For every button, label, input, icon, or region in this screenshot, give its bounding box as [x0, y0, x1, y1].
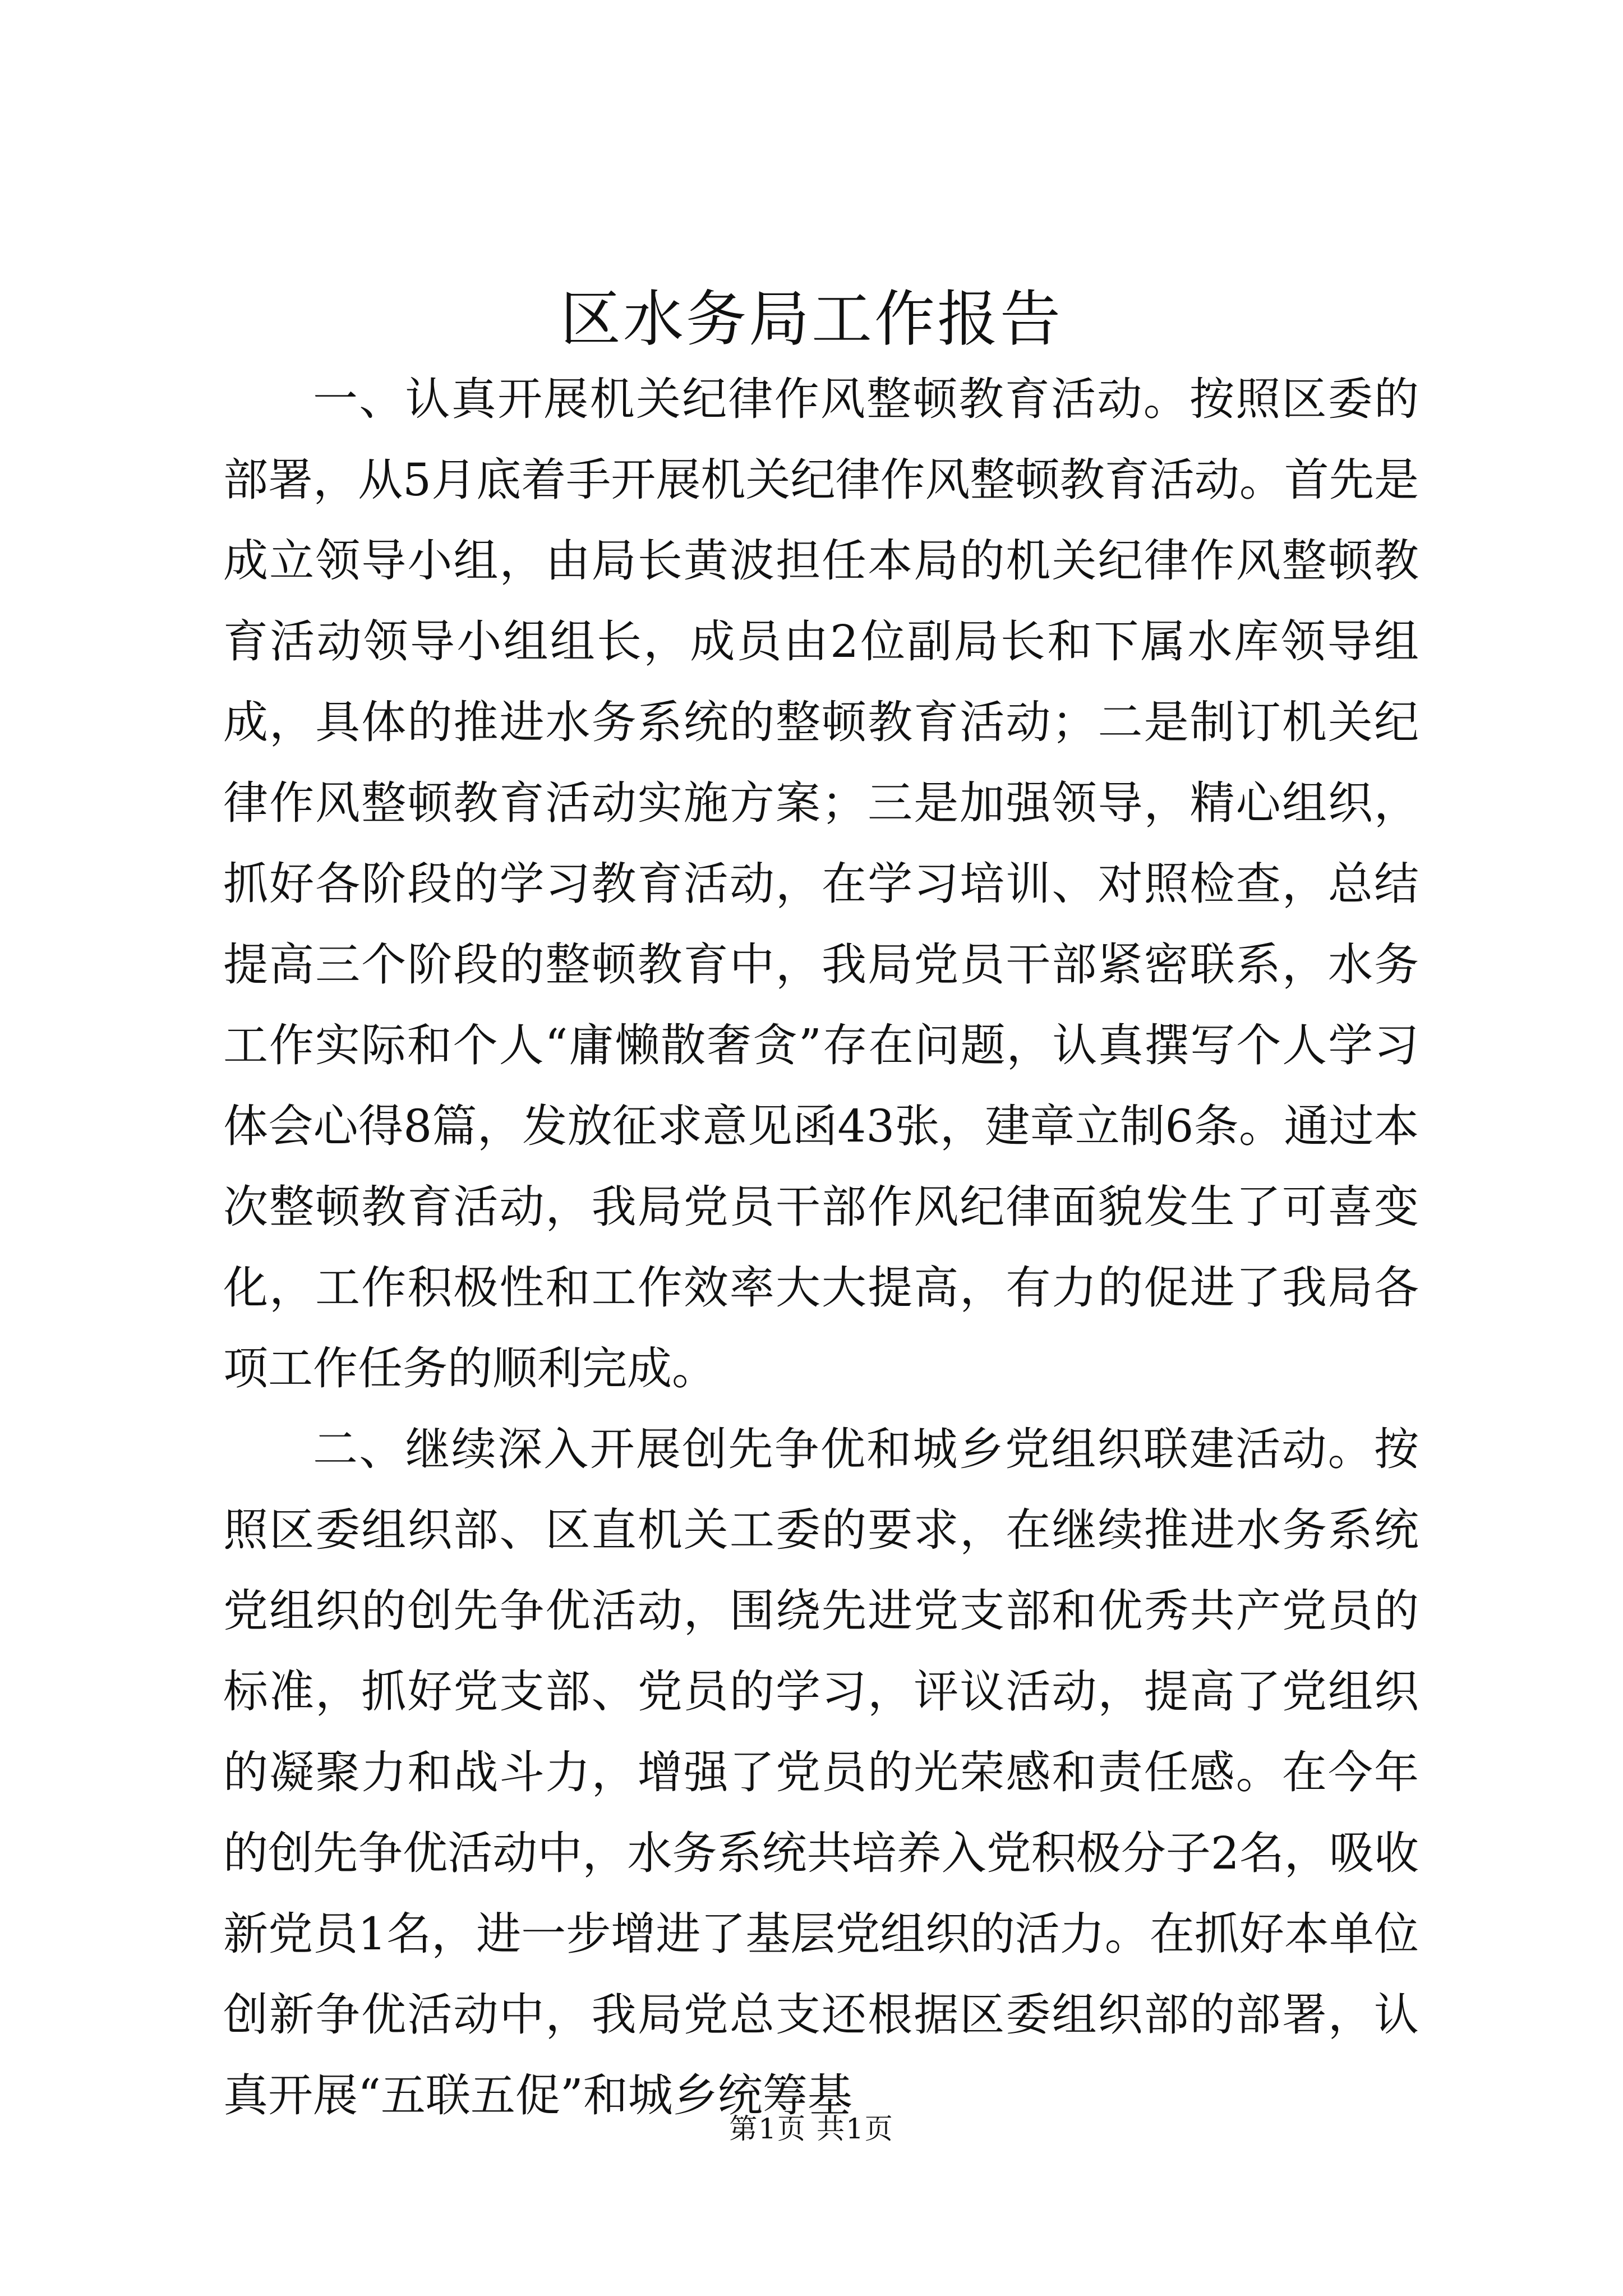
document-body — [223, 359, 1419, 2136]
document-title: 区水务局工作报告 — [560, 284, 1063, 355]
page-footer: 第1页 共1页 — [729, 2113, 894, 2145]
paragraph-2: 二、继续深入开展创先争优和城乡党组织联建活动。按照区委组织部、区直机关工委的要求，在继续推进水务系统党组织的创先争优活动，围绕先进党支部和优秀共产党员的标准，抓好党支部、党员的学习，评议活动，提高了党组织的凝聚力和战斗力，增强了党员的光荣感和责任感。在今年的创先争优活动中，水务系统共培养入党积极分子2名，吸收新党员1名，进一步增进了基层党组织的活力。在抓好本单位创新争优活动中，我局党总支还根据区委组织部的部署，认真开展“五联五促”和城乡统筹基 — [223, 1423, 1419, 2122]
paragraph-1: 一、认真开展机关纪律作风整顿教育活动。按照区委的部署，从5月底着手开展机关纪律作风整顿教育活动。首先是成立领导小组，由局长黄波担任本局的机关纪律作风整顿教育活动领导小组组长，成员由2位副局长和下属水库领导组成，具体的推进水务系统的整顿教育活动；二是制订机关纪律作风整顿教育活动实施方案；三是加强领导，精心组织，抓好各阶段的学习教育活动，在学习培训、对照检查，总结提高三个阶段的整顿教育中，我局党员干部紧密联系，水务工作实际和个人“庸懒散奢贪”存在问题，认真撰写个人学习体会心得8篇，发放征求意见函43张，建章立制6条。通过本次整顿教育活动，我局党员干部作风纪律面貌发生了可喜变化，工作积极性和工作效率大大提高，有力的促进了我局各项工作任务的顺利完成。 — [223, 373, 1419, 1395]
